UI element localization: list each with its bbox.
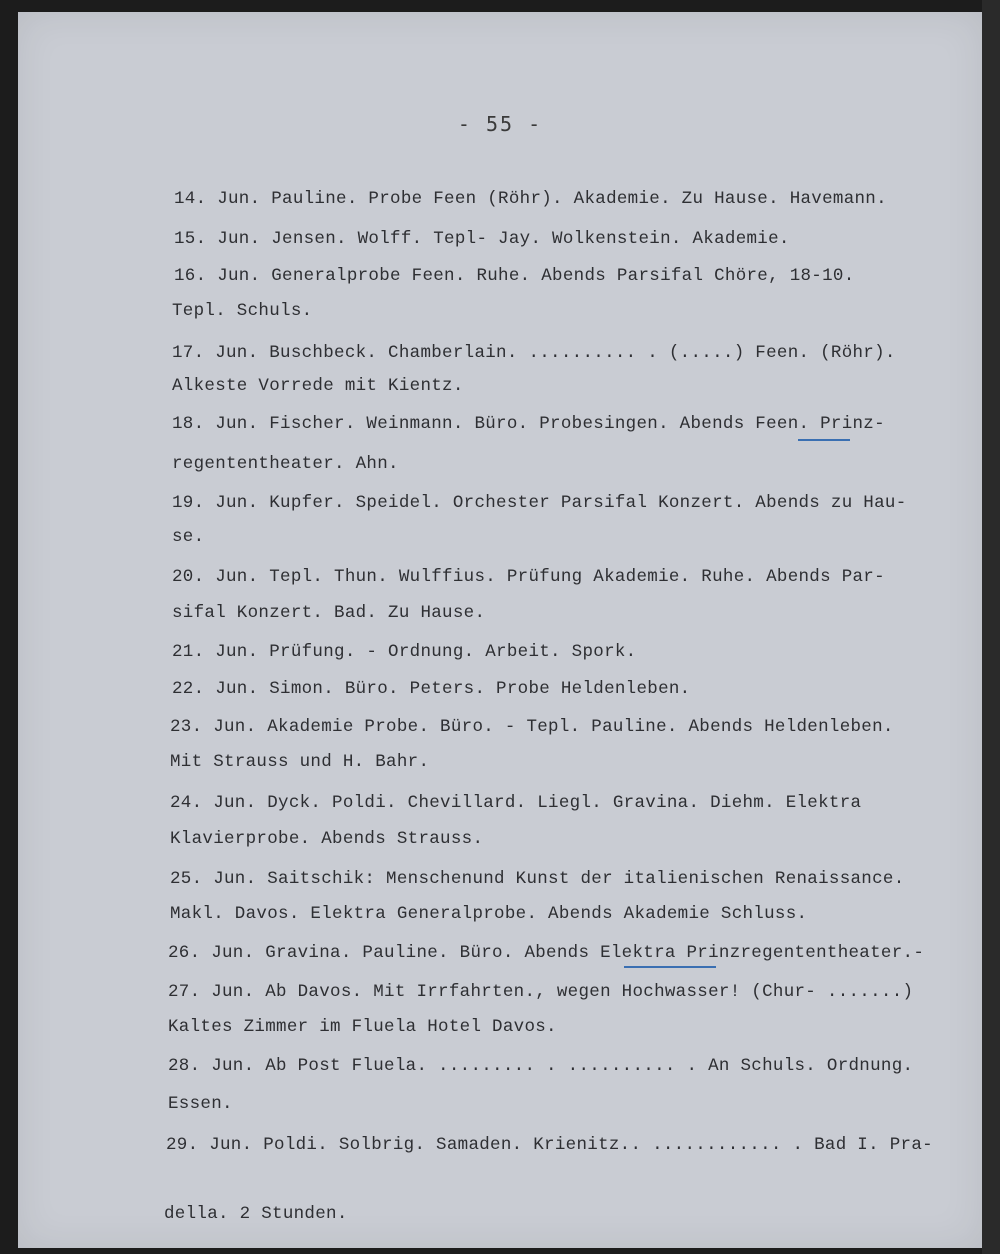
entry-line: Mit Strauss und H. Bahr. xyxy=(170,752,430,772)
entry-line: 14. Jun. Pauline. Probe Feen (Röhr). Akademie. Zu Hause. Havemann. xyxy=(174,189,887,209)
entry-line: Alkeste Vorrede mit Kientz. xyxy=(172,376,464,396)
entry-line: 24. Jun. Dyck. Poldi. Chevillard. Liegl. Gravina. Diehm. Elektra xyxy=(170,793,862,813)
entry-line: 19. Jun. Kupfer. Speidel. Orchester Parsifal Konzert. Abends zu Hau- xyxy=(172,493,907,513)
entry-line: 29. Jun. Poldi. Solbrig. Samaden. Krienitz.. ............ . Bad I. Pra- xyxy=(166,1135,933,1155)
entry-line: Tepl. Schuls. xyxy=(172,301,313,321)
entry-line: regententheater. Ahn. xyxy=(172,454,399,474)
entry-line: Makl. Davos. Elektra Generalprobe. Abends Akademie Schluss. xyxy=(170,904,808,924)
entry-line: 27. Jun. Ab Davos. Mit Irrfahrten., wegen Hochwasser! (Chur- .......) xyxy=(168,982,914,1002)
entry-line: 15. Jun. Jensen. Wolff. Tepl- Jay. Wolkenstein. Akademie. xyxy=(174,229,790,249)
entry-line: Klavierprobe. Abends Strauss. xyxy=(170,829,484,849)
entry-line: 18. Jun. Fischer. Weinmann. Büro. Probesingen. Abends Feen. Prinz- xyxy=(172,414,885,434)
entry-line: della. 2 Stunden. xyxy=(164,1204,348,1224)
entry-line: 23. Jun. Akademie Probe. Büro. - Tepl. Pauline. Abends Heldenleben. xyxy=(170,717,894,737)
entry-line: 21. Jun. Prüfung. - Ordnung. Arbeit. Spork. xyxy=(172,642,637,662)
entry-line: 17. Jun. Buschbeck. Chamberlain. .......... . (.....) Feen. (Röhr). xyxy=(172,343,896,363)
underline-mark xyxy=(798,439,850,441)
underline-mark xyxy=(624,966,716,968)
entry-line: Essen. xyxy=(168,1094,233,1114)
entry-line: 20. Jun. Tepl. Thun. Wulffius. Prüfung Akademie. Ruhe. Abends Par- xyxy=(172,567,885,587)
entry-line: 28. Jun. Ab Post Fluela. ......... . .......... . An Schuls. Ordnung. xyxy=(168,1056,914,1076)
page-number: - 55 - xyxy=(457,112,543,136)
entry-line: 16. Jun. Generalprobe Feen. Ruhe. Abends Parsifal Chöre, 18-10. xyxy=(174,266,855,286)
entry-line: 26. Jun. Gravina. Pauline. Büro. Abends Elektra Prinzregententheater.- xyxy=(168,943,925,963)
entry-line: se. xyxy=(172,527,205,547)
entry-line: 22. Jun. Simon. Büro. Peters. Probe Heldenleben. xyxy=(172,679,691,699)
entry-line: sifal Konzert. Bad. Zu Hause. xyxy=(172,603,486,623)
entry-line: 25. Jun. Saitschik: Menschenund Kunst der italienischen Renaissance. xyxy=(170,869,905,889)
entry-line: Kaltes Zimmer im Fluela Hotel Davos. xyxy=(168,1017,557,1037)
